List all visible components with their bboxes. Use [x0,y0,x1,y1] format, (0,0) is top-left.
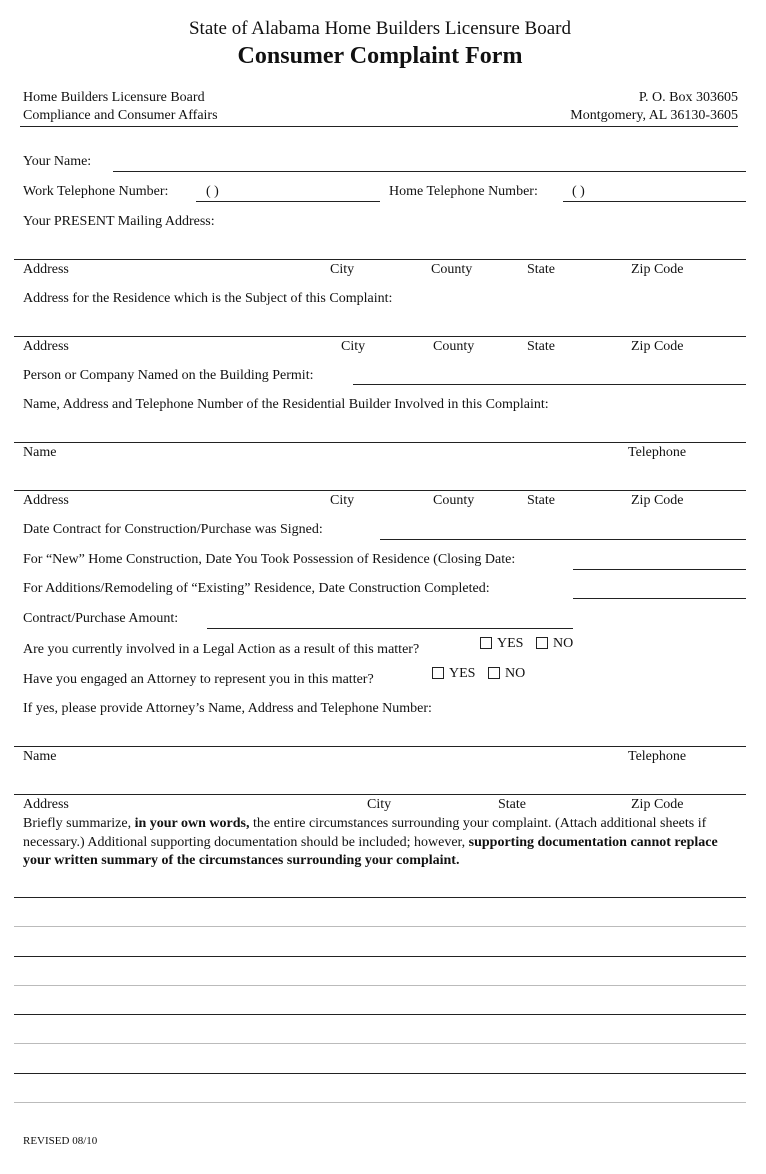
contract-date-field[interactable] [380,523,746,540]
contract-amount-label: Contract/Purchase Amount: [23,611,179,626]
caption-address: Address [23,493,69,508]
caption-county: County [431,262,473,277]
caption-zip: Zip Code [631,262,684,277]
home-phone-paren: ( ) [572,184,585,199]
summary-text: Briefly summarize, [23,816,135,831]
attorney-no-label: NO [505,666,526,681]
caption-county: County [433,339,475,354]
summary-writing-line[interactable] [14,1102,746,1103]
attorney-info-label: If yes, please provide Attorney’s Name, Address and Telephone Number: [23,701,432,716]
builder-address-field[interactable] [14,474,746,491]
summary-emphasis: supporting documentation cannot replace your written summary of the circumstances surrounding your complaint. [23,834,718,868]
summary-instructions [23,815,743,871]
summary-writing-line[interactable] [14,1043,746,1044]
attorney-address-field[interactable] [14,778,746,795]
contract-date-label: Date Contract for Construction/Purchase was Signed: [23,522,323,537]
summary-writing-line[interactable] [14,956,746,957]
summary-writing-line[interactable] [14,897,746,898]
attorney-label: Have you engaged an Attorney to represent you in this matter? [23,672,374,687]
caption-address: Address [23,797,69,812]
remodel-date-field[interactable] [573,582,746,599]
caption-name: Name [23,445,57,460]
legal-action-yes-label: YES [497,636,524,651]
caption-city: City [341,339,366,354]
caption-county: County [433,493,475,508]
caption-state: State [498,797,526,812]
caption-city: City [367,797,392,812]
new-home-date-label: For “New” Home Construction, Date You Took Possession of Residence (Closing Date: [23,552,516,567]
caption-address: Address [23,339,69,354]
caption-zip: Zip Code [631,339,684,354]
contract-amount-field[interactable] [207,612,573,629]
mailing-address-label: Your PRESENT Mailing Address: [23,214,215,229]
caption-state: State [527,262,555,277]
caption-telephone: Telephone [628,749,687,764]
header-divider [20,126,738,127]
legal-action-no-checkbox[interactable] [536,637,548,649]
summary-text: the entire circumstances surrounding your complaint. (Attach additional sheets if necessary.) Additional supporting documentation should be included; however, [23,816,707,850]
mailing-address-field[interactable] [14,243,746,260]
summary-writing-line[interactable] [14,926,746,927]
caption-city: City [330,493,355,508]
work-phone-field[interactable] [196,185,380,202]
caption-state: State [527,339,555,354]
caption-name: Name [23,749,57,764]
builder-info-label: Name, Address and Telephone Number of the Residential Builder Involved in this Complaint: [23,397,549,412]
builder-name-field[interactable] [14,426,746,443]
dept-line-2: Compliance and Consumer Affairs [23,108,218,123]
po-box: P. O. Box 303605 [638,90,738,105]
permit-name-label: Person or Company Named on the Building Permit: [23,368,314,383]
summary-emphasis: in your own words, [134,816,250,831]
work-phone-label: Work Telephone Number: [23,184,169,199]
revision-note: REVISED 08/10 [23,1135,98,1147]
home-phone-field[interactable] [563,185,746,202]
attorney-no-checkbox[interactable] [488,667,500,679]
attorney-yes-checkbox[interactable] [432,667,444,679]
caption-city: City [330,262,355,277]
city-zip: Montgomery, AL 36130-3605 [570,108,738,123]
remodel-date-label: For Additions/Remodeling of “Existing” Residence, Date Construction Completed: [23,581,490,596]
home-phone-label: Home Telephone Number: [389,184,538,199]
form-title: Consumer Complaint Form [237,43,523,69]
legal-action-yes-checkbox[interactable] [480,637,492,649]
summary-writing-line[interactable] [14,985,746,986]
your-name-label: Your Name: [23,154,92,169]
your-name-field[interactable] [113,155,746,172]
summary-writing-line[interactable] [14,1014,746,1015]
caption-state: State [527,493,555,508]
legal-action-label: Are you currently involved in a Legal Action as a result of this matter? [23,642,420,657]
new-home-date-field[interactable] [573,553,746,570]
legal-action-no-label: NO [553,636,574,651]
permit-name-field[interactable] [353,368,746,385]
agency-title: State of Alabama Home Builders Licensure Board [188,18,571,39]
residence-address-field[interactable] [14,320,746,337]
summary-writing-line[interactable] [14,1073,746,1074]
caption-zip: Zip Code [631,493,684,508]
attorney-name-field[interactable] [14,730,746,747]
caption-zip: Zip Code [631,797,684,812]
dept-line-1: Home Builders Licensure Board [23,90,205,105]
caption-telephone: Telephone [628,445,687,460]
residence-address-label: Address for the Residence which is the Subject of this Complaint: [23,291,393,306]
caption-address: Address [23,262,69,277]
attorney-yes-label: YES [449,666,476,681]
work-phone-paren: ( ) [206,184,219,199]
